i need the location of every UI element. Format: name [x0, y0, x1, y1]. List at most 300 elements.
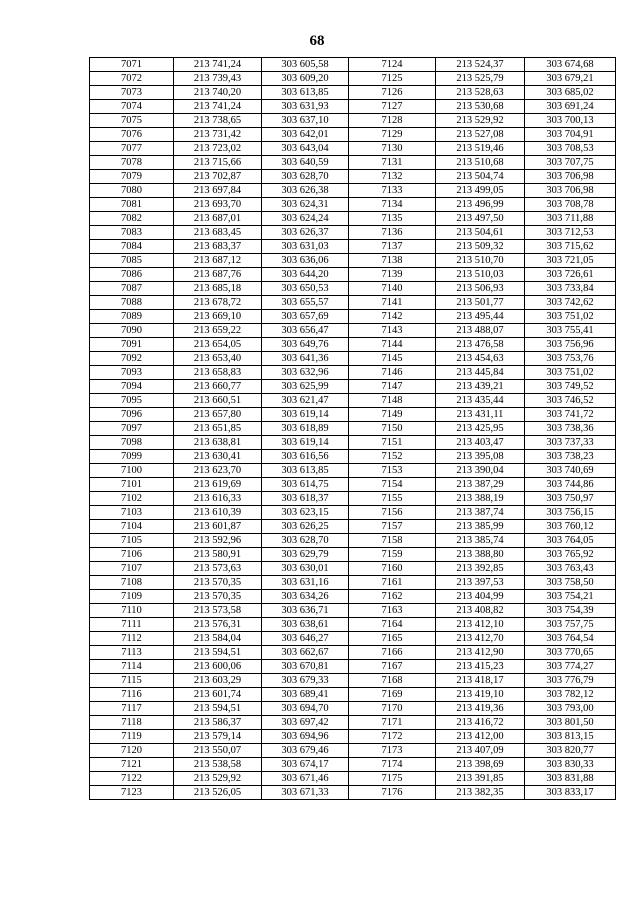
- table-row: [90, 422, 616, 436]
- x-coordinate-cell: 213 658,83: [174, 366, 262, 380]
- y-coordinate-cell: 303 706,98: [525, 170, 616, 184]
- point-number-cell: 7137: [349, 240, 436, 254]
- x-coordinate-cell: 213 527,08: [436, 128, 525, 142]
- x-coordinate-cell: 213 519,46: [436, 142, 525, 156]
- table-row: [90, 716, 616, 730]
- point-number-cell: 7107: [90, 562, 174, 576]
- table-row: [90, 492, 616, 506]
- y-coordinate-cell: 303 631,93: [262, 100, 349, 114]
- point-number-cell: 7080: [90, 184, 174, 198]
- point-number-cell: 7106: [90, 548, 174, 562]
- x-coordinate-cell: 213 579,14: [174, 730, 262, 744]
- y-coordinate-cell: 303 636,71: [262, 604, 349, 618]
- x-coordinate-cell: 213 506,93: [436, 282, 525, 296]
- table-row: [90, 338, 616, 352]
- point-number-cell: 7160: [349, 562, 436, 576]
- y-coordinate-cell: 303 638,61: [262, 618, 349, 632]
- point-number-cell: 7095: [90, 394, 174, 408]
- table-row: [90, 142, 616, 156]
- y-coordinate-cell: 303 662,67: [262, 646, 349, 660]
- y-coordinate-cell: 303 640,59: [262, 156, 349, 170]
- point-number-cell: 7084: [90, 240, 174, 254]
- y-coordinate-cell: 303 774,27: [525, 660, 616, 674]
- y-coordinate-cell: 303 833,17: [525, 786, 616, 800]
- point-number-cell: 7154: [349, 478, 436, 492]
- x-coordinate-cell: 213 702,87: [174, 170, 262, 184]
- x-coordinate-cell: 213 603,29: [174, 674, 262, 688]
- point-number-cell: 7071: [90, 58, 174, 72]
- y-coordinate-cell: 303 650,53: [262, 282, 349, 296]
- point-number-cell: 7173: [349, 744, 436, 758]
- x-coordinate-cell: 213 570,35: [174, 576, 262, 590]
- x-coordinate-cell: 213 526,05: [174, 786, 262, 800]
- y-coordinate-cell: 303 706,98: [525, 184, 616, 198]
- x-coordinate-cell: 213 685,18: [174, 282, 262, 296]
- y-coordinate-cell: 303 754,21: [525, 590, 616, 604]
- point-number-cell: 7139: [349, 268, 436, 282]
- point-number-cell: 7129: [349, 128, 436, 142]
- y-coordinate-cell: 303 670,81: [262, 660, 349, 674]
- point-number-cell: 7116: [90, 688, 174, 702]
- y-coordinate-cell: 303 742,62: [525, 296, 616, 310]
- table-row: [90, 576, 616, 590]
- point-number-cell: 7097: [90, 422, 174, 436]
- point-number-cell: 7166: [349, 646, 436, 660]
- y-coordinate-cell: 303 708,78: [525, 198, 616, 212]
- point-number-cell: 7081: [90, 198, 174, 212]
- point-number-cell: 7162: [349, 590, 436, 604]
- point-number-cell: 7167: [349, 660, 436, 674]
- y-coordinate-cell: 303 715,62: [525, 240, 616, 254]
- point-number-cell: 7090: [90, 324, 174, 338]
- y-coordinate-cell: 303 760,12: [525, 520, 616, 534]
- table-row: [90, 506, 616, 520]
- y-coordinate-cell: 303 613,85: [262, 464, 349, 478]
- table-row: [90, 212, 616, 226]
- table-row: [90, 436, 616, 450]
- x-coordinate-cell: 213 693,70: [174, 198, 262, 212]
- point-number-cell: 7118: [90, 716, 174, 730]
- y-coordinate-cell: 303 793,00: [525, 702, 616, 716]
- x-coordinate-cell: 213 657,80: [174, 408, 262, 422]
- x-coordinate-cell: 213 445,84: [436, 366, 525, 380]
- y-coordinate-cell: 303 655,57: [262, 296, 349, 310]
- point-number-cell: 7105: [90, 534, 174, 548]
- x-coordinate-cell: 213 407,09: [436, 744, 525, 758]
- table-row: [90, 464, 616, 478]
- y-coordinate-cell: 303 830,33: [525, 758, 616, 772]
- point-number-cell: 7140: [349, 282, 436, 296]
- y-coordinate-cell: 303 820,77: [525, 744, 616, 758]
- point-number-cell: 7082: [90, 212, 174, 226]
- point-number-cell: 7119: [90, 730, 174, 744]
- table-row: [90, 198, 616, 212]
- table-row: [90, 478, 616, 492]
- x-coordinate-cell: 213 387,74: [436, 506, 525, 520]
- table-row: [90, 128, 616, 142]
- x-coordinate-cell: 213 529,92: [174, 772, 262, 786]
- x-coordinate-cell: 213 594,51: [174, 646, 262, 660]
- y-coordinate-cell: 303 749,52: [525, 380, 616, 394]
- x-coordinate-cell: 213 638,81: [174, 436, 262, 450]
- y-coordinate-cell: 303 700,13: [525, 114, 616, 128]
- x-coordinate-cell: 213 584,04: [174, 632, 262, 646]
- y-coordinate-cell: 303 636,06: [262, 254, 349, 268]
- x-coordinate-cell: 213 738,65: [174, 114, 262, 128]
- point-number-cell: 7102: [90, 492, 174, 506]
- table-row: [90, 534, 616, 548]
- y-coordinate-cell: 303 712,53: [525, 226, 616, 240]
- y-coordinate-cell: 303 679,46: [262, 744, 349, 758]
- x-coordinate-cell: 213 431,11: [436, 408, 525, 422]
- point-number-cell: 7171: [349, 716, 436, 730]
- y-coordinate-cell: 303 626,25: [262, 520, 349, 534]
- coordinates-table: [89, 57, 616, 800]
- x-coordinate-cell: 213 412,10: [436, 618, 525, 632]
- table-row: [90, 268, 616, 282]
- point-number-cell: 7147: [349, 380, 436, 394]
- x-coordinate-cell: 213 741,24: [174, 58, 262, 72]
- x-coordinate-cell: 213 387,29: [436, 478, 525, 492]
- x-coordinate-cell: 213 550,07: [174, 744, 262, 758]
- x-coordinate-cell: 213 616,33: [174, 492, 262, 506]
- point-number-cell: 7098: [90, 436, 174, 450]
- point-number-cell: 7078: [90, 156, 174, 170]
- point-number-cell: 7089: [90, 310, 174, 324]
- x-coordinate-cell: 213 488,07: [436, 324, 525, 338]
- coordinates-table-body: [90, 58, 616, 800]
- point-number-cell: 7123: [90, 786, 174, 800]
- y-coordinate-cell: 303 628,70: [262, 534, 349, 548]
- table-row: [90, 114, 616, 128]
- x-coordinate-cell: 213 419,10: [436, 688, 525, 702]
- table-row: [90, 352, 616, 366]
- x-coordinate-cell: 213 654,05: [174, 338, 262, 352]
- y-coordinate-cell: 303 605,58: [262, 58, 349, 72]
- point-number-cell: 7163: [349, 604, 436, 618]
- y-coordinate-cell: 303 689,41: [262, 688, 349, 702]
- table-row: [90, 310, 616, 324]
- x-coordinate-cell: 213 610,39: [174, 506, 262, 520]
- page-number: 68: [309, 33, 325, 49]
- y-coordinate-cell: 303 750,97: [525, 492, 616, 506]
- table-row: [90, 758, 616, 772]
- x-coordinate-cell: 213 600,06: [174, 660, 262, 674]
- y-coordinate-cell: 303 751,02: [525, 310, 616, 324]
- y-coordinate-cell: 303 694,96: [262, 730, 349, 744]
- x-coordinate-cell: 213 403,47: [436, 436, 525, 450]
- x-coordinate-cell: 213 504,74: [436, 170, 525, 184]
- point-number-cell: 7158: [349, 534, 436, 548]
- point-number-cell: 7142: [349, 310, 436, 324]
- point-number-cell: 7072: [90, 72, 174, 86]
- point-number-cell: 7133: [349, 184, 436, 198]
- point-number-cell: 7093: [90, 366, 174, 380]
- y-coordinate-cell: 303 746,52: [525, 394, 616, 408]
- point-number-cell: 7174: [349, 758, 436, 772]
- y-coordinate-cell: 303 637,10: [262, 114, 349, 128]
- table-row: [90, 226, 616, 240]
- x-coordinate-cell: 213 659,22: [174, 324, 262, 338]
- table-row: [90, 590, 616, 604]
- y-coordinate-cell: 303 624,31: [262, 198, 349, 212]
- point-number-cell: 7172: [349, 730, 436, 744]
- y-coordinate-cell: 303 726,61: [525, 268, 616, 282]
- point-number-cell: 7153: [349, 464, 436, 478]
- y-coordinate-cell: 303 641,36: [262, 352, 349, 366]
- table-row: [90, 744, 616, 758]
- x-coordinate-cell: 213 499,05: [436, 184, 525, 198]
- table-row: [90, 730, 616, 744]
- x-coordinate-cell: 213 395,08: [436, 450, 525, 464]
- point-number-cell: 7131: [349, 156, 436, 170]
- point-number-cell: 7169: [349, 688, 436, 702]
- point-number-cell: 7155: [349, 492, 436, 506]
- table-row: [90, 100, 616, 114]
- x-coordinate-cell: 213 723,02: [174, 142, 262, 156]
- point-number-cell: 7117: [90, 702, 174, 716]
- table-row: [90, 366, 616, 380]
- x-coordinate-cell: 213 660,51: [174, 394, 262, 408]
- table-row: [90, 240, 616, 254]
- point-number-cell: 7077: [90, 142, 174, 156]
- y-coordinate-cell: 303 630,01: [262, 562, 349, 576]
- point-number-cell: 7157: [349, 520, 436, 534]
- table-row: [90, 380, 616, 394]
- x-coordinate-cell: 213 404,99: [436, 590, 525, 604]
- x-coordinate-cell: 213 683,37: [174, 240, 262, 254]
- x-coordinate-cell: 213 439,21: [436, 380, 525, 394]
- y-coordinate-cell: 303 758,50: [525, 576, 616, 590]
- point-number-cell: 7175: [349, 772, 436, 786]
- x-coordinate-cell: 213 601,87: [174, 520, 262, 534]
- point-number-cell: 7124: [349, 58, 436, 72]
- y-coordinate-cell: 303 776,79: [525, 674, 616, 688]
- y-coordinate-cell: 303 619,14: [262, 436, 349, 450]
- point-number-cell: 7074: [90, 100, 174, 114]
- y-coordinate-cell: 303 618,37: [262, 492, 349, 506]
- point-number-cell: 7113: [90, 646, 174, 660]
- x-coordinate-cell: 213 687,76: [174, 268, 262, 282]
- point-number-cell: 7076: [90, 128, 174, 142]
- table-row: [90, 254, 616, 268]
- point-number-cell: 7145: [349, 352, 436, 366]
- table-row: [90, 604, 616, 618]
- y-coordinate-cell: 303 632,96: [262, 366, 349, 380]
- x-coordinate-cell: 213 594,51: [174, 702, 262, 716]
- point-number-cell: 7099: [90, 450, 174, 464]
- point-number-cell: 7148: [349, 394, 436, 408]
- point-number-cell: 7170: [349, 702, 436, 716]
- table-row: [90, 688, 616, 702]
- x-coordinate-cell: 213 497,50: [436, 212, 525, 226]
- x-coordinate-cell: 213 530,68: [436, 100, 525, 114]
- x-coordinate-cell: 213 580,91: [174, 548, 262, 562]
- y-coordinate-cell: 303 738,36: [525, 422, 616, 436]
- y-coordinate-cell: 303 674,17: [262, 758, 349, 772]
- x-coordinate-cell: 213 385,74: [436, 534, 525, 548]
- point-number-cell: 7151: [349, 436, 436, 450]
- table-row: [90, 394, 616, 408]
- y-coordinate-cell: 303 614,75: [262, 478, 349, 492]
- y-coordinate-cell: 303 646,27: [262, 632, 349, 646]
- y-coordinate-cell: 303 631,03: [262, 240, 349, 254]
- point-number-cell: 7134: [349, 198, 436, 212]
- point-number-cell: 7096: [90, 408, 174, 422]
- y-coordinate-cell: 303 754,39: [525, 604, 616, 618]
- table-row: [90, 618, 616, 632]
- y-coordinate-cell: 303 624,24: [262, 212, 349, 226]
- x-coordinate-cell: 213 476,58: [436, 338, 525, 352]
- y-coordinate-cell: 303 764,05: [525, 534, 616, 548]
- y-coordinate-cell: 303 656,47: [262, 324, 349, 338]
- x-coordinate-cell: 213 687,12: [174, 254, 262, 268]
- x-coordinate-cell: 213 592,96: [174, 534, 262, 548]
- x-coordinate-cell: 213 573,58: [174, 604, 262, 618]
- point-number-cell: 7168: [349, 674, 436, 688]
- point-number-cell: 7136: [349, 226, 436, 240]
- point-number-cell: 7073: [90, 86, 174, 100]
- point-number-cell: 7161: [349, 576, 436, 590]
- y-coordinate-cell: 303 634,26: [262, 590, 349, 604]
- x-coordinate-cell: 213 398,69: [436, 758, 525, 772]
- x-coordinate-cell: 213 390,04: [436, 464, 525, 478]
- y-coordinate-cell: 303 753,76: [525, 352, 616, 366]
- point-number-cell: 7109: [90, 590, 174, 604]
- x-coordinate-cell: 213 501,77: [436, 296, 525, 310]
- point-number-cell: 7115: [90, 674, 174, 688]
- point-number-cell: 7075: [90, 114, 174, 128]
- point-number-cell: 7159: [349, 548, 436, 562]
- y-coordinate-cell: 303 721,05: [525, 254, 616, 268]
- y-coordinate-cell: 303 613,85: [262, 86, 349, 100]
- x-coordinate-cell: 213 740,20: [174, 86, 262, 100]
- x-coordinate-cell: 213 397,53: [436, 576, 525, 590]
- y-coordinate-cell: 303 765,92: [525, 548, 616, 562]
- point-number-cell: 7110: [90, 604, 174, 618]
- x-coordinate-cell: 213 630,41: [174, 450, 262, 464]
- x-coordinate-cell: 213 573,63: [174, 562, 262, 576]
- point-number-cell: 7103: [90, 506, 174, 520]
- y-coordinate-cell: 303 679,33: [262, 674, 349, 688]
- y-coordinate-cell: 303 643,04: [262, 142, 349, 156]
- y-coordinate-cell: 303 744,86: [525, 478, 616, 492]
- y-coordinate-cell: 303 704,91: [525, 128, 616, 142]
- y-coordinate-cell: 303 757,75: [525, 618, 616, 632]
- x-coordinate-cell: 213 651,85: [174, 422, 262, 436]
- x-coordinate-cell: 213 653,40: [174, 352, 262, 366]
- table-row: [90, 296, 616, 310]
- table-row: [90, 520, 616, 534]
- x-coordinate-cell: 213 382,35: [436, 786, 525, 800]
- point-number-cell: 7120: [90, 744, 174, 758]
- x-coordinate-cell: 213 412,00: [436, 730, 525, 744]
- point-number-cell: 7176: [349, 786, 436, 800]
- x-coordinate-cell: 213 678,72: [174, 296, 262, 310]
- table-row: [90, 170, 616, 184]
- point-number-cell: 7126: [349, 86, 436, 100]
- y-coordinate-cell: 303 737,33: [525, 436, 616, 450]
- point-number-cell: 7144: [349, 338, 436, 352]
- y-coordinate-cell: 303 671,46: [262, 772, 349, 786]
- x-coordinate-cell: 213 576,31: [174, 618, 262, 632]
- y-coordinate-cell: 303 756,15: [525, 506, 616, 520]
- point-number-cell: 7122: [90, 772, 174, 786]
- table-row: [90, 72, 616, 86]
- point-number-cell: 7152: [349, 450, 436, 464]
- y-coordinate-cell: 303 629,79: [262, 548, 349, 562]
- point-number-cell: 7125: [349, 72, 436, 86]
- y-coordinate-cell: 303 609,20: [262, 72, 349, 86]
- x-coordinate-cell: 213 687,01: [174, 212, 262, 226]
- point-number-cell: 7156: [349, 506, 436, 520]
- table-row: [90, 548, 616, 562]
- y-coordinate-cell: 303 619,14: [262, 408, 349, 422]
- x-coordinate-cell: 213 388,80: [436, 548, 525, 562]
- x-coordinate-cell: 213 454,63: [436, 352, 525, 366]
- point-number-cell: 7141: [349, 296, 436, 310]
- point-number-cell: 7101: [90, 478, 174, 492]
- table-row: [90, 58, 616, 72]
- point-number-cell: 7094: [90, 380, 174, 394]
- y-coordinate-cell: 303 764,54: [525, 632, 616, 646]
- y-coordinate-cell: 303 685,02: [525, 86, 616, 100]
- x-coordinate-cell: 213 509,32: [436, 240, 525, 254]
- x-coordinate-cell: 213 392,85: [436, 562, 525, 576]
- y-coordinate-cell: 303 623,15: [262, 506, 349, 520]
- x-coordinate-cell: 213 739,43: [174, 72, 262, 86]
- table-row: [90, 632, 616, 646]
- x-coordinate-cell: 213 510,68: [436, 156, 525, 170]
- point-number-cell: 7146: [349, 366, 436, 380]
- y-coordinate-cell: 303 756,96: [525, 338, 616, 352]
- x-coordinate-cell: 213 669,10: [174, 310, 262, 324]
- point-number-cell: 7114: [90, 660, 174, 674]
- y-coordinate-cell: 303 691,24: [525, 100, 616, 114]
- y-coordinate-cell: 303 625,99: [262, 380, 349, 394]
- y-coordinate-cell: 303 763,43: [525, 562, 616, 576]
- point-number-cell: 7083: [90, 226, 174, 240]
- point-number-cell: 7121: [90, 758, 174, 772]
- x-coordinate-cell: 213 412,90: [436, 646, 525, 660]
- x-coordinate-cell: 213 715,66: [174, 156, 262, 170]
- point-number-cell: 7127: [349, 100, 436, 114]
- x-coordinate-cell: 213 495,44: [436, 310, 525, 324]
- point-number-cell: 7088: [90, 296, 174, 310]
- x-coordinate-cell: 213 601,74: [174, 688, 262, 702]
- table-row: [90, 450, 616, 464]
- x-coordinate-cell: 213 683,45: [174, 226, 262, 240]
- x-coordinate-cell: 213 525,79: [436, 72, 525, 86]
- x-coordinate-cell: 213 385,99: [436, 520, 525, 534]
- x-coordinate-cell: 213 619,69: [174, 478, 262, 492]
- x-coordinate-cell: 213 529,92: [436, 114, 525, 128]
- table-row: [90, 660, 616, 674]
- y-coordinate-cell: 303 674,68: [525, 58, 616, 72]
- point-number-cell: 7128: [349, 114, 436, 128]
- x-coordinate-cell: 213 391,85: [436, 772, 525, 786]
- y-coordinate-cell: 303 741,72: [525, 408, 616, 422]
- y-coordinate-cell: 303 626,38: [262, 184, 349, 198]
- point-number-cell: 7092: [90, 352, 174, 366]
- x-coordinate-cell: 213 524,37: [436, 58, 525, 72]
- y-coordinate-cell: 303 694,70: [262, 702, 349, 716]
- point-number-cell: 7086: [90, 268, 174, 282]
- x-coordinate-cell: 213 415,23: [436, 660, 525, 674]
- table-row: [90, 674, 616, 688]
- x-coordinate-cell: 213 697,84: [174, 184, 262, 198]
- table-row: [90, 184, 616, 198]
